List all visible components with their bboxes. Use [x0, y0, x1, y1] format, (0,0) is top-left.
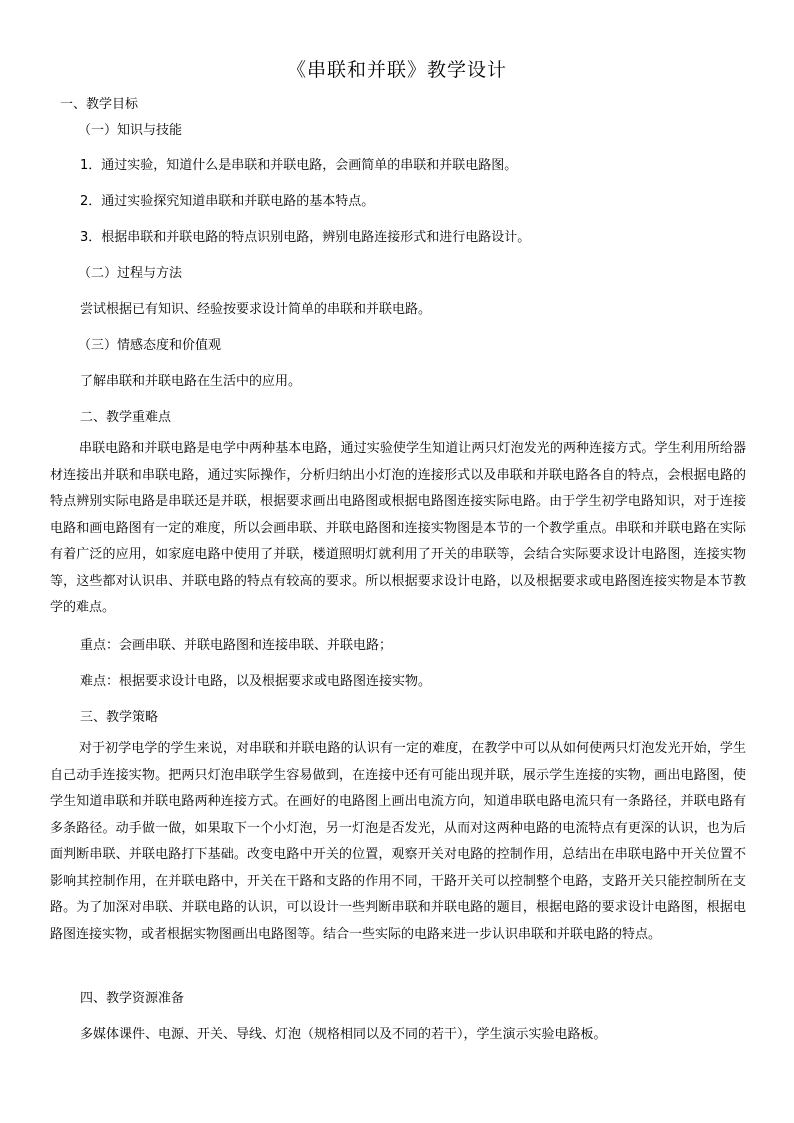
- objective-item: 2．通过实验探究知道串联和并联电路的基本特点。: [80, 194, 375, 209]
- key-point-text: 重点：会画串联、并联电路图和连接串联、并联电路；: [80, 638, 393, 653]
- section-heading-resources: 四、教学资源准备: [80, 991, 185, 1006]
- objective-item: 3．根据串联和并联电路的特点识别电路，辨别电路连接形式和进行电路设计。: [80, 230, 531, 245]
- subheading-attitudes-values: （三）情感态度和价值观: [78, 338, 222, 353]
- subheading-process-methods: （二）过程与方法: [78, 266, 183, 281]
- subheading-knowledge-skills: （一）知识与技能: [78, 123, 183, 138]
- resources-text: 多媒体课件、电源、开关、导线、灯泡（规格相同以及不同的若干），学生演示实验电路板。: [80, 1027, 607, 1042]
- difficult-point-text: 难点：根据要求设计电路，以及根据要求或电路图连接实物。: [80, 674, 432, 689]
- attitudes-values-text: 了解串联和并联电路在生活中的应用。: [80, 374, 302, 389]
- section-heading-objectives: 一、教学目标: [60, 97, 139, 112]
- key-difficult-paragraph: 串联电路和并联电路是电学中两种基本电路，通过实验使学生知道让两只灯泡发光的两种连接方式。学生利用所给器材连接出并联和串联电路，通过实际操作，分析归纳出小灯泡的连接形式以及串联和并联电路各自的特点，会根据电路的特点辨别实际电路是串联还是并联，根据要求画出电路图或根据电路图连接实际电路。由于学生初学电路知识，对于连接电路和画电路图有一定的难度，所以会画串联、并联电路图和连接实物图是本节的一个教学重点。串联和并联电路在实际有着广泛的应用，如家庭电路中使用了并联，楼道照明灯就利用了开关的串联等，会结合实际要求设计电路图，连接实物等，这些都对认识串、并联电路的特点有较高的要求。所以根据要求设计电路，以及根据要求或电路图连接实物是本节教学的难点。: [50, 441, 746, 615]
- strategy-paragraph: 对于初学电学的学生来说，对串联和并联电路的认识有一定的难度，在教学中可以从如何使两只灯泡发光开始，学生自己动手连接实物。把两只灯泡串联学生容易做到，在连接中还有可能出现并联，展示学生连接的实物，画出电路图，使学生知道串联和并联电路两种连接方式。在画好的电路图上画出电流方向，知道串联电路电流只有一条路径，并联电路有多条路径。动手做一做，如果取下一个小灯泡，另一灯泡是否发光，从而对这两种电路的电流特点有更深的认识，也为后面判断串联、并联电路打下基础。改变电路中开关的位置，观察开关对电路的控制作用，总结出在串联电路中开关位置不影响其控制作用，在并联电路中，开关在干路和支路的作用不同，干路开关可以控制整个电路，支路开关只能控制所在支路。为了加深对串联、并联电路的认识，可以设计一些判断串联和并联电路的题目，根据电路的要求设计电路图，根据电路图连接实物，或者根据实物图画出电路图等。结合一些实际的电路来进一步认识串联和并联电路的特点。: [50, 741, 746, 942]
- process-methods-text: 尝试根据已有知识、经验按要求设计简单的串联和并联电路。: [80, 302, 432, 317]
- section-heading-key-difficult: 二、教学重难点: [80, 410, 172, 425]
- objective-item: 1．通过实验，知道什么是串联和并联电路，会画简单的串联和并联电路图。: [80, 158, 518, 173]
- document-title: 《串联和并联》教学设计: [286, 59, 507, 81]
- section-heading-strategy: 三、教学策略: [80, 710, 159, 725]
